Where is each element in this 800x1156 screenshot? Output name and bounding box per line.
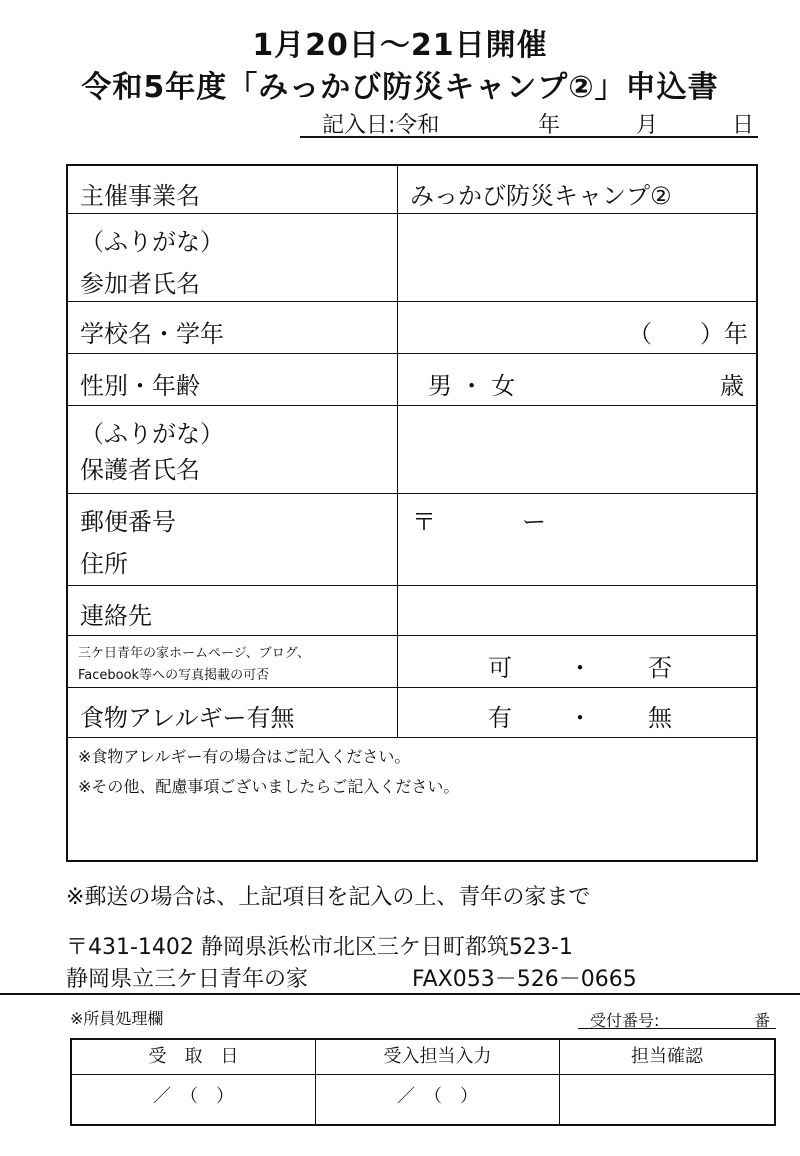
guardian-name-label: 保護者氏名 — [80, 456, 200, 484]
row-allergy — [68, 688, 756, 738]
other-note: ※その他、配慮事項ございましたらご記入ください。 — [78, 777, 460, 796]
application-form-table — [66, 164, 758, 862]
received-date-cell[interactable]: ／ （ ） — [153, 1086, 234, 1107]
row-event — [68, 166, 756, 214]
event-value: みっかび防災キャンプ② — [410, 182, 672, 210]
confirm-header: 担当確認 — [560, 1040, 774, 1075]
staff-section-label: ※所員処理欄 — [70, 1009, 164, 1028]
section-divider — [0, 993, 800, 995]
photo-no-option[interactable]: 否 — [648, 654, 672, 682]
receipt-number-line — [578, 1008, 776, 1029]
mailing-address: 〒431-1402 静岡県浜松市北区三ケ日町都筑523-1 — [66, 935, 573, 960]
gender-age-field[interactable] — [398, 354, 756, 405]
row-school — [68, 302, 756, 354]
event-label: 主催事業名 — [80, 182, 200, 210]
participant-name-label: 参加者氏名 — [80, 270, 200, 298]
row-photo-consent — [68, 636, 756, 688]
photo-yes-option[interactable]: 可 — [488, 654, 512, 682]
participant-furigana-label: （ふりがな） — [80, 228, 224, 256]
receipt-number-label: 受付番号: — [590, 1011, 660, 1030]
guardian-furigana-label: （ふりがな） — [80, 420, 224, 448]
organization-name: 静岡県立三ケ日青年の家 — [66, 967, 309, 992]
staff-processing-table — [70, 1038, 776, 1126]
row-address — [68, 494, 756, 586]
gender-options: 男 ・ 女 — [428, 372, 516, 400]
row-contact — [68, 586, 756, 636]
photo-consent-field[interactable] — [398, 636, 756, 687]
postal-label: 郵便番号 — [80, 508, 176, 536]
entry-month-label: 月 — [636, 113, 659, 138]
contact-label: 連絡先 — [80, 602, 152, 630]
gender-age-label: 性別・年齢 — [80, 372, 200, 400]
input-header: 受入担当入力 — [316, 1040, 559, 1075]
event-value-cell — [398, 166, 756, 213]
allergy-no-option[interactable]: 無 — [648, 704, 672, 732]
received-date-header: 受 取 日 — [72, 1040, 315, 1075]
photo-consent-label-1: 三ケ日青年の家ホームページ、ブログ、 — [78, 646, 311, 661]
allergy-note: ※食物アレルギー有の場合はご記入ください。 — [78, 747, 411, 766]
event-dates-title: 1月20日〜21日開催 — [252, 28, 548, 63]
contact-field[interactable] — [398, 586, 756, 635]
age-unit: 歳 — [720, 372, 744, 400]
school-field[interactable] — [398, 302, 756, 353]
postal-dash: ー — [522, 508, 546, 536]
allergy-yes-option[interactable]: 有 — [488, 704, 512, 732]
input-cell[interactable]: ／ （ ） — [397, 1086, 478, 1107]
staff-col-input — [316, 1040, 560, 1124]
allergy-separator: ・ — [568, 704, 592, 732]
row-participant — [68, 214, 756, 302]
allergy-field[interactable] — [398, 688, 756, 737]
entry-date-line — [300, 108, 758, 138]
entry-year-label: 年 — [538, 113, 561, 138]
guardian-name-field[interactable] — [398, 406, 756, 493]
postal-mark: 〒 — [412, 508, 436, 536]
staff-col-confirm — [560, 1040, 774, 1124]
row-guardian — [68, 406, 756, 494]
allergy-label: 食物アレルギー有無 — [80, 704, 295, 732]
notes-field[interactable] — [68, 738, 756, 860]
receipt-number-unit: 番 — [754, 1011, 771, 1030]
school-label: 学校名・学年 — [80, 320, 224, 348]
row-gender-age — [68, 354, 756, 406]
participant-name-field[interactable] — [398, 214, 756, 301]
entry-date-label: 記入日:令和 — [322, 113, 440, 138]
mail-instruction: ※郵送の場合は、上記項目を記入の上、青年の家まで — [66, 885, 591, 910]
form-title: 令和5年度「みっかび防災キャンプ②」申込書 — [81, 70, 719, 105]
address-field[interactable] — [398, 494, 756, 585]
staff-col-received-date — [72, 1040, 316, 1124]
fax-number: FAX053－526－0665 — [412, 967, 637, 992]
photo-consent-label-2: Facebook等への写真掲載の可否 — [78, 668, 270, 683]
photo-separator: ・ — [568, 654, 592, 682]
entry-day-label: 日 — [732, 113, 755, 138]
grade-paren: （ ）年 — [628, 320, 748, 348]
confirm-cell[interactable] — [560, 1074, 774, 1124]
address-label: 住所 — [80, 550, 128, 578]
